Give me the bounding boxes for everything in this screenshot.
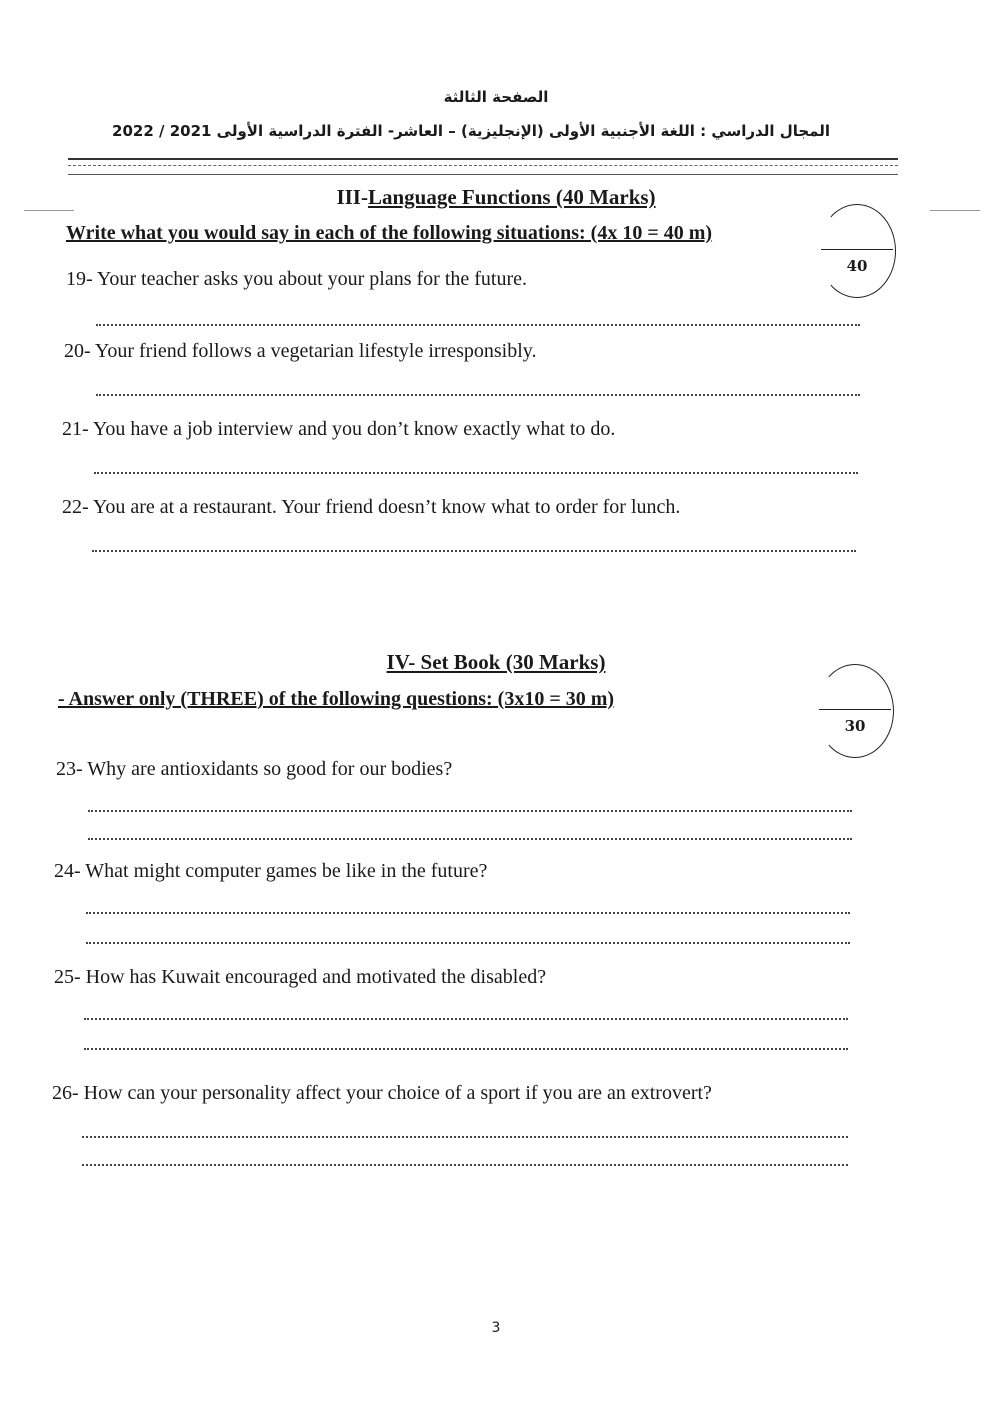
answer-line-23a[interactable] <box>88 810 852 812</box>
score-circle-30 <box>816 664 894 758</box>
score-value: 40 <box>846 257 868 275</box>
section-four-heading: IV- Set Book (30 Marks) <box>386 650 606 674</box>
question-25: 25- How has Kuwait encouraged and motivated the disabled? <box>54 966 547 988</box>
section-four-instruction: - Answer only (THREE) of the following questions: (3x10 = 30 m) <box>58 688 615 710</box>
page-title-arabic: الصفحة الثالثة <box>443 88 549 106</box>
question-20: 20- Your friend follows a vegetarian lifestyle irresponsibly. <box>64 340 537 362</box>
answer-line-22[interactable] <box>92 550 856 552</box>
question-21: 21- You have a job interview and you don’t know exactly what to do. <box>62 418 616 440</box>
subject-header-arabic: المجال الدراسي : اللغة الأجنبية الأولى (الإنجليزية) – العاشر- الفترة الدراسية الأولى 2021 / 2022 <box>112 122 830 140</box>
answer-line-24a[interactable] <box>86 912 850 914</box>
question-19: 19- Your teacher asks you about your plans for the future. <box>66 268 528 290</box>
page-number: 3 <box>491 1320 501 1336</box>
answer-line-25a[interactable] <box>84 1018 848 1020</box>
margin-line-left <box>24 210 74 211</box>
score-circle-40 <box>818 204 896 298</box>
answer-line-20[interactable] <box>96 394 860 396</box>
answer-line-19[interactable] <box>96 324 860 326</box>
answer-line-26a[interactable] <box>82 1136 848 1138</box>
question-26: 26- How can your personality affect your choice of a sport if you are an extrovert? <box>52 1082 712 1104</box>
header-divider <box>68 158 898 175</box>
answer-line-24b[interactable] <box>86 942 850 944</box>
score-divider <box>819 709 891 710</box>
question-23: 23- Why are antioxidants so good for our bodies? <box>56 758 453 780</box>
section-three-instruction: Write what you would say in each of the following situations: (4x 10 = 40 m) <box>66 222 713 244</box>
question-24: 24- What might computer games be like in the future? <box>54 860 488 882</box>
answer-line-26b[interactable] <box>82 1164 848 1166</box>
section-three-heading: Language Functions (40 Marks) <box>367 185 656 209</box>
answer-line-23b[interactable] <box>88 838 852 840</box>
answer-line-21[interactable] <box>94 472 858 474</box>
answer-line-25b[interactable] <box>84 1048 848 1050</box>
score-value: 30 <box>844 717 866 735</box>
score-divider <box>821 249 893 250</box>
section-three-prefix: III- <box>336 185 368 209</box>
margin-line-right <box>930 210 980 211</box>
question-22: 22- You are at a restaurant. Your friend doesn’t know what to order for lunch. <box>62 496 681 518</box>
